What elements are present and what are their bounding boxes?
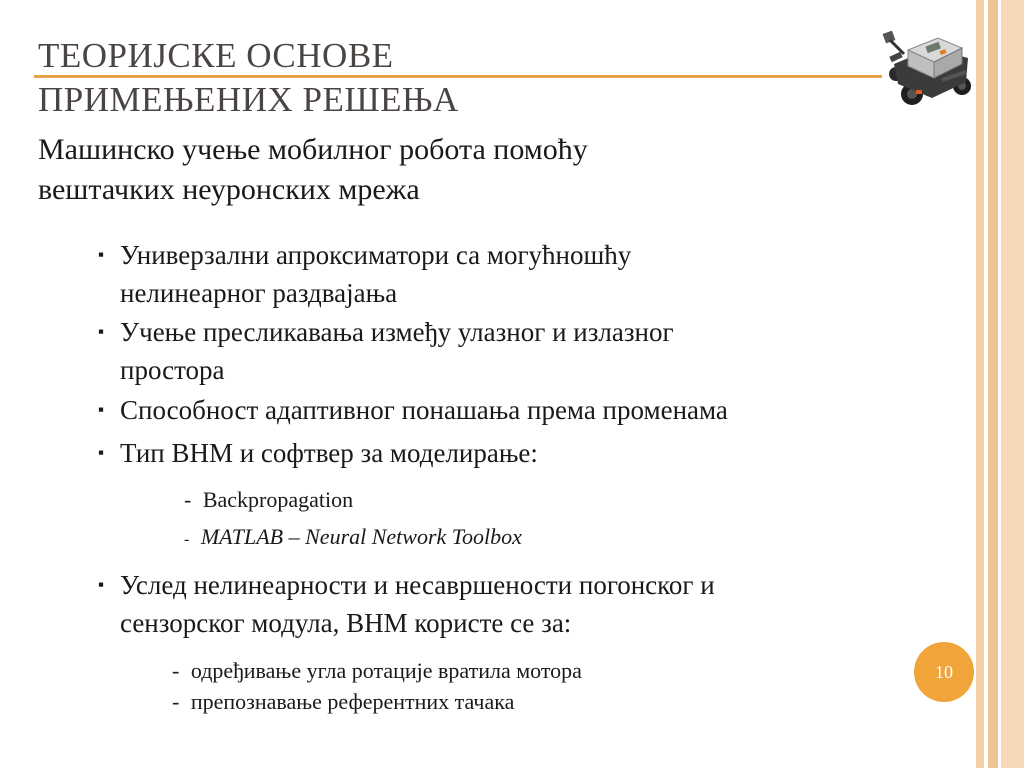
page-number-badge [914,642,974,702]
robot-image [882,24,976,110]
bullet-line: Универзални апроксиматори са могућношћу [120,240,632,270]
slide-subtitle [38,130,588,210]
page-number: 10 [935,661,953,682]
sub-item [172,656,582,686]
sub-item-dash: - [172,658,180,683]
subtitle-line: вештачких неуронских мрежа [38,173,420,206]
sub-item [184,522,522,555]
bullet-item [98,566,980,642]
sub-item-text: одређивање угла ротације вратила мотора [190,658,582,683]
bullet-line: простора [120,355,225,385]
bullet-line: нелинеарног раздвајања [120,278,398,308]
bullet-marker: ▪ [98,245,105,264]
bullet-marker: ▪ [98,443,105,462]
bullet-line: Услед нелинеарности и несавршености погонског и [120,570,715,600]
bullet-line: Учење пресликавања између улазног и излазног [120,317,674,347]
bullet-item [98,313,980,389]
decor-stripe [988,0,998,768]
sub-item [184,485,353,515]
bullet-marker: ▪ [98,575,105,594]
title-line: ПРИМЕЊЕНИХ РЕШЕЊА [38,80,459,119]
slide-title [38,34,459,122]
bullet-item [98,434,980,472]
sub-item-dash: - [172,689,180,714]
sub-item-text: MATLAB – Neural Network Toolbox [200,524,522,549]
sub-item-dash: - [184,487,192,512]
sub-item-dash: - [184,531,190,548]
sub-item-text: Backpropagation [202,487,354,512]
bullet-marker: ▪ [98,322,105,341]
title-line: ТЕОРИЈСКЕ ОСНОВЕ [38,36,394,75]
bullet-item [98,391,980,429]
sub-item [172,687,514,717]
bullet-line: Тип ВНМ и софтвер за моделирање: [120,438,538,468]
bullet-item [98,236,980,312]
bullet-line: сензорског модула, ВНМ користе се за: [120,608,572,638]
sub-item-text: препознавање референтних тачака [190,689,515,714]
bullet-line: Способност адаптивног понашања према променама [120,395,728,425]
decor-stripe [1001,0,1024,768]
bullet-marker: ▪ [98,400,105,419]
subtitle-line: Машинско учење мобилног робота помоћу [38,133,588,166]
